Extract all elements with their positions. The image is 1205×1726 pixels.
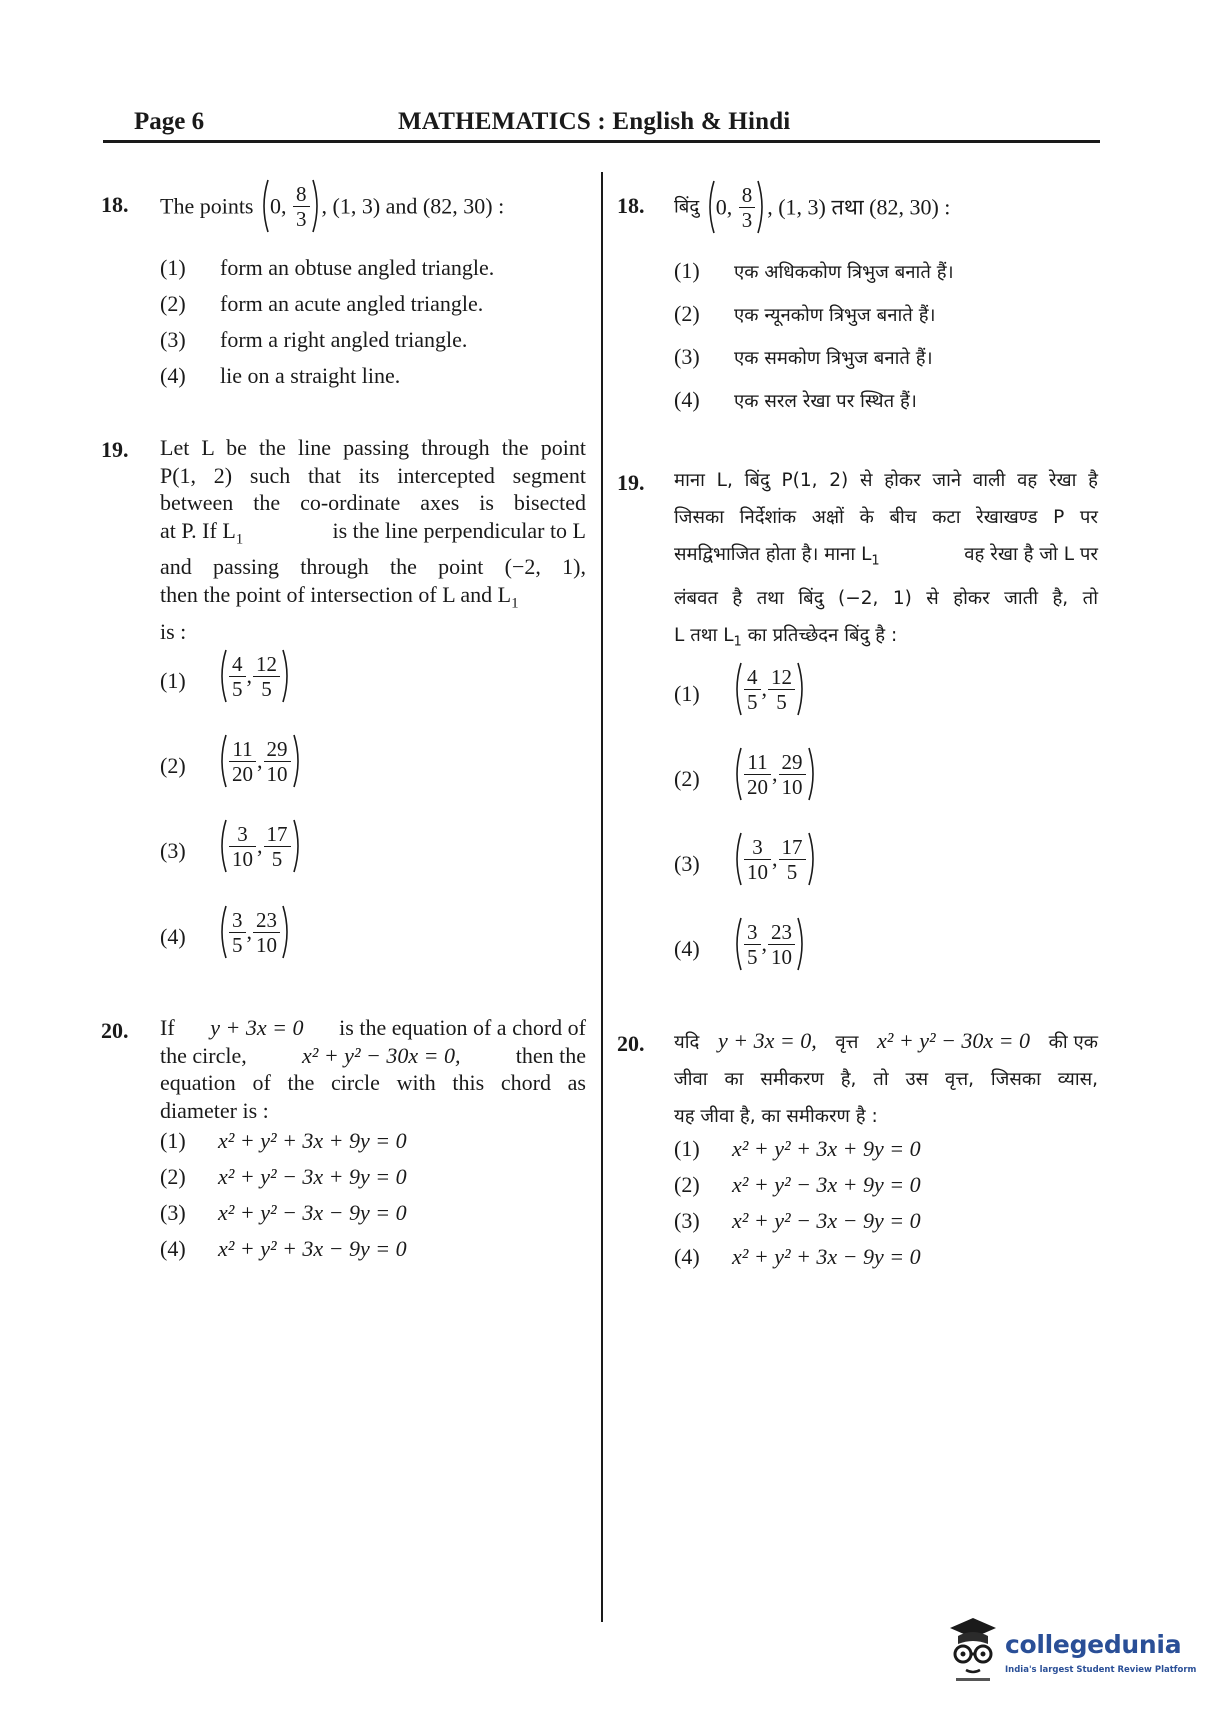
option-number: (4)	[674, 1244, 700, 1269]
fraction-numerator: 11	[232, 736, 253, 761]
option-text: form an obtuse angled triangle.	[220, 255, 495, 280]
option-text: एक अधिककोण त्रिभुज बनाते हैं।	[734, 262, 954, 283]
column-divider	[601, 172, 603, 1622]
stem-line	[674, 536, 1098, 580]
q18-hi-lead: बिंदु	[674, 196, 700, 218]
fraction-denominator: 10	[744, 859, 771, 884]
option-number: (4)	[160, 1236, 186, 1261]
option-number: (1)	[160, 255, 186, 280]
header-rule	[103, 140, 1100, 143]
q18-hi-rest: , (1, 3) तथा (82, 30) :	[767, 194, 951, 220]
fraction-numerator: 12	[771, 664, 792, 689]
stem-fragment: at P. If L	[160, 517, 236, 543]
right-paren-icon	[292, 733, 303, 789]
option-coordinate: $\frac{11}{20}$ , $\frac{29}{10}$	[217, 733, 303, 789]
fraction	[779, 835, 806, 884]
question-20-en-stem	[160, 1014, 586, 1124]
option-equation: x² + y² + 3x − 9y = 0	[218, 1236, 407, 1261]
fraction-numerator: 23	[256, 907, 277, 932]
option-1[interactable]	[160, 1128, 407, 1154]
fraction	[744, 750, 771, 799]
fraction	[229, 822, 256, 871]
left-paren-icon	[259, 178, 270, 234]
right-paren-icon	[796, 916, 807, 972]
fraction-numerator: 11	[747, 749, 768, 774]
question-18-hi-stem	[674, 179, 950, 235]
logo-tagline: India's largest Student Review Platform	[1005, 1665, 1197, 1675]
stem-line: is :	[160, 618, 187, 644]
left-paren-icon	[732, 661, 743, 717]
fraction-numerator: 3	[237, 821, 248, 846]
fraction-denominator: 5	[768, 689, 795, 714]
option-1[interactable]	[160, 255, 495, 281]
option-coordinate: $\frac{3}{5}$ , $\frac{23}{10}$	[732, 916, 807, 972]
fraction-denominator: 5	[264, 846, 291, 871]
option-equation: x² + y² − 3x + 9y = 0	[732, 1172, 921, 1197]
fraction-denominator: 3	[739, 207, 756, 232]
question-number-20-en: 20.	[101, 1018, 129, 1043]
option-coordinate: $\frac{4}{5}$ , $\frac{12}{5}$	[217, 648, 292, 704]
stem-line	[674, 617, 1098, 661]
stem-line: equation of the circle with this chord as	[160, 1070, 586, 1095]
option-3[interactable]	[160, 1200, 407, 1226]
stem-line	[674, 1022, 1098, 1061]
fraction-denominator: 5	[253, 676, 280, 701]
stem-line: Let L be the line passing through the point	[160, 435, 586, 460]
right-paren-icon	[281, 648, 292, 704]
fraction-numerator: 8	[296, 181, 307, 206]
option-number: (2)	[674, 1172, 700, 1197]
option-number: (3)	[160, 1200, 186, 1225]
option-1[interactable]	[674, 258, 954, 284]
fraction-denominator: 5	[229, 932, 246, 957]
left-paren-icon	[217, 648, 228, 704]
option-number: (2)	[674, 301, 700, 326]
option-number: (3)	[674, 1208, 700, 1233]
right-paren-icon	[756, 179, 767, 235]
stem-line: जीवा का समीकरण है, तो उस वृत्त, जिसका व्यास,	[674, 1069, 1098, 1090]
stem-line	[160, 581, 586, 618]
left-paren-icon	[217, 733, 228, 789]
stem-line: माना L, बिंदु P(1, 2) से होकर जाने वाली वह रेखा है	[674, 470, 1098, 491]
stem-line: जिसका निर्देशांक अक्षों के बीच कटा रेखाखण्ड P पर	[674, 507, 1098, 528]
option-text: form an acute angled triangle.	[220, 291, 484, 316]
subscript: 1	[235, 530, 244, 547]
fraction-denominator: 5	[744, 944, 761, 969]
graduate-mascot-icon	[944, 1614, 1002, 1686]
stem-line	[160, 517, 586, 554]
fraction-denominator: 20	[744, 774, 771, 799]
subscript: 1	[871, 553, 880, 569]
stem-line: यह जीवा है, का समीकरण है :	[674, 1106, 878, 1127]
equation: y + 3x = 0	[210, 1015, 304, 1040]
fraction	[768, 665, 795, 714]
right-paren-icon	[292, 818, 303, 874]
stem-fragment: is the line perpendicular to L	[332, 517, 586, 543]
fraction-numerator: 3	[232, 907, 243, 932]
question-number-20-hi: 20.	[617, 1031, 645, 1056]
logo-wordmark: collegedunia	[1005, 1630, 1182, 1659]
stem-fragment: वह रेखा है जो L पर	[964, 544, 1098, 565]
right-paren-icon	[807, 746, 818, 802]
fraction-numerator: 29	[266, 736, 288, 761]
option-number: (4)	[160, 924, 186, 949]
page-title: MATHEMATICS : English & Hindi	[398, 108, 791, 135]
option-number: (4)	[674, 387, 700, 412]
stem-fragment: का प्रतिच्छेदन बिंदु है :	[747, 624, 898, 646]
q18-hi-point-x: 0,	[715, 194, 733, 220]
option-number: (3)	[674, 851, 700, 876]
subscript: 1	[511, 595, 519, 612]
fraction-denominator: 5	[229, 676, 246, 701]
left-paren-icon	[732, 831, 743, 887]
fraction-denominator: 20	[229, 761, 256, 786]
stem-line	[160, 1014, 586, 1042]
option-equation: x² + y² − 3x + 9y = 0	[218, 1164, 407, 1189]
option-equation: x² + y² + 3x + 9y = 0	[732, 1136, 921, 1161]
option-2[interactable]	[674, 301, 936, 327]
right-paren-icon	[796, 661, 807, 717]
fraction	[229, 737, 256, 786]
stem-line	[160, 1042, 586, 1070]
stem-fragment: यदि	[674, 1032, 700, 1053]
option-number: (2)	[160, 291, 186, 316]
left-paren-icon	[217, 818, 228, 874]
fraction	[253, 652, 280, 701]
option-number: (2)	[674, 766, 700, 791]
right-paren-icon	[807, 831, 818, 887]
fraction	[253, 908, 280, 957]
option-number: (3)	[674, 344, 700, 369]
q18-hi-fraction	[739, 183, 756, 232]
fraction	[768, 920, 795, 969]
right-paren-icon	[281, 904, 292, 960]
stem-line: and passing through the point (−2, 1),	[160, 554, 586, 580]
fraction-numerator: 4	[232, 651, 243, 676]
fraction-denominator: 10	[229, 846, 256, 871]
left-paren-icon	[732, 746, 743, 802]
fraction-numerator: 17	[266, 821, 288, 846]
fraction-numerator: 4	[747, 664, 758, 689]
fraction	[264, 737, 291, 786]
stem-line: diameter is :	[160, 1097, 269, 1123]
equation: x² + y² − 30x = 0	[877, 1028, 1031, 1053]
stem-line: P(1, 2) such that its intercepted segment	[160, 462, 586, 488]
left-paren-icon	[217, 904, 228, 960]
option-equation: x² + y² − 3x − 9y = 0	[732, 1208, 921, 1233]
stem-line: लंबवत है तथा बिंदु (−2, 1) से होकर जाती है, तो	[674, 587, 1098, 609]
option-4[interactable]	[160, 1236, 407, 1262]
option-equation: x² + y² − 3x − 9y = 0	[218, 1200, 407, 1225]
option-2[interactable]	[160, 1164, 407, 1190]
fraction	[264, 822, 291, 871]
stem-fragment: समद्विभाजित होता है। माना L	[674, 544, 872, 565]
stem-fragment: If	[160, 1015, 175, 1040]
fraction	[229, 652, 246, 701]
question-19-en-stem	[160, 434, 586, 645]
fraction-denominator: 5	[779, 859, 806, 884]
question-number-19-hi: 19.	[617, 470, 645, 495]
option-number: (4)	[160, 363, 186, 388]
question-20-hi-stem	[674, 1022, 1098, 1135]
option-number: (3)	[160, 327, 186, 352]
option-number: (2)	[160, 753, 186, 778]
question-number-18-hi: 18.	[617, 193, 645, 218]
option-text: एक न्यूनकोण त्रिभुज बनाते हैं।	[734, 305, 936, 326]
fraction-denominator: 3	[293, 206, 310, 231]
option-3[interactable]	[160, 327, 468, 353]
option-1[interactable]	[674, 1136, 921, 1162]
fraction	[744, 835, 771, 884]
stem-fragment: L तथा L	[674, 624, 734, 646]
fraction-denominator: 10	[253, 932, 280, 957]
right-paren-icon	[311, 178, 322, 234]
option-coordinate: $\frac{3}{10}$ , $\frac{17}{5}$	[732, 831, 818, 887]
question-19-hi-stem	[674, 462, 1098, 660]
option-number: (3)	[160, 838, 186, 863]
option-coordinate: $\frac{11}{20}$ , $\frac{29}{10}$	[732, 746, 818, 802]
option-3[interactable]	[674, 1208, 921, 1234]
option-text: एक समकोण त्रिभुज बनाते हैं।	[734, 348, 933, 369]
stem-fragment: is the equation of a chord of	[339, 1015, 586, 1040]
q18-en-rest: , (1, 3) and (82, 30) :	[321, 193, 505, 219]
fraction-denominator: 5	[744, 689, 761, 714]
fraction	[779, 750, 806, 799]
q18-en-lead: The points	[160, 193, 254, 219]
stem-line: between the co-ordinate axes is bisected	[160, 490, 586, 515]
option-equation: x² + y² + 3x − 9y = 0	[732, 1244, 921, 1269]
option-coordinate: $\frac{3}{5}$ , $\frac{23}{10}$	[217, 904, 292, 960]
fraction-denominator: 10	[779, 774, 806, 799]
fraction	[744, 920, 761, 969]
option-3[interactable]	[674, 344, 933, 370]
fraction-numerator: 17	[781, 834, 803, 859]
question-18-en-stem	[160, 178, 504, 234]
option-number: (2)	[160, 1164, 186, 1189]
option-4[interactable]	[674, 387, 917, 413]
fraction	[744, 665, 761, 714]
fraction	[229, 908, 246, 957]
fraction-denominator: 10	[264, 761, 291, 786]
question-number-19-en: 19.	[101, 437, 129, 462]
option-number: (1)	[160, 1128, 186, 1153]
left-paren-icon	[705, 179, 716, 235]
stem-fragment: then the point of intersection of L and L	[160, 581, 512, 607]
option-number: (1)	[674, 258, 700, 283]
page-number: Page 6	[134, 108, 205, 135]
q18-en-point-x: 0,	[270, 193, 287, 219]
option-2[interactable]	[160, 291, 484, 317]
option-4[interactable]	[674, 1244, 921, 1270]
q18-en-fraction	[293, 182, 310, 231]
fraction-numerator: 23	[771, 919, 792, 944]
stem-fragment: the circle,	[160, 1042, 247, 1068]
fraction-numerator: 3	[752, 834, 763, 859]
option-2[interactable]	[674, 1172, 921, 1198]
stem-fragment: की एक	[1048, 1032, 1098, 1053]
option-text: एक सरल रेखा पर स्थित हैं।	[734, 391, 917, 412]
left-paren-icon	[732, 916, 743, 972]
option-coordinate: $\frac{4}{5}$ , $\frac{12}{5}$	[732, 661, 807, 717]
stem-fragment: वृत्त	[835, 1032, 859, 1053]
equation: x² + y² − 30x = 0,	[301, 1042, 461, 1068]
option-number: (1)	[160, 668, 186, 693]
fraction-numerator: 12	[256, 651, 277, 676]
option-text: lie on a straight line.	[220, 363, 401, 388]
option-number: (1)	[674, 681, 700, 706]
option-4[interactable]	[160, 363, 401, 389]
subscript: 1	[733, 634, 742, 650]
fraction-numerator: 8	[741, 182, 753, 207]
stem-fragment: then the	[515, 1042, 586, 1068]
fraction-denominator: 10	[768, 944, 795, 969]
option-equation: x² + y² + 3x + 9y = 0	[218, 1128, 407, 1153]
fraction-numerator: 3	[747, 919, 758, 944]
option-coordinate: $\frac{3}{10}$ , $\frac{17}{5}$	[217, 818, 303, 874]
option-number: (4)	[674, 936, 700, 961]
equation: y + 3x = 0,	[717, 1028, 817, 1053]
option-text: form a right angled triangle.	[220, 327, 468, 352]
fraction-numerator: 29	[781, 749, 803, 774]
question-number-18-en: 18.	[101, 192, 129, 217]
option-number: (1)	[674, 1136, 700, 1161]
